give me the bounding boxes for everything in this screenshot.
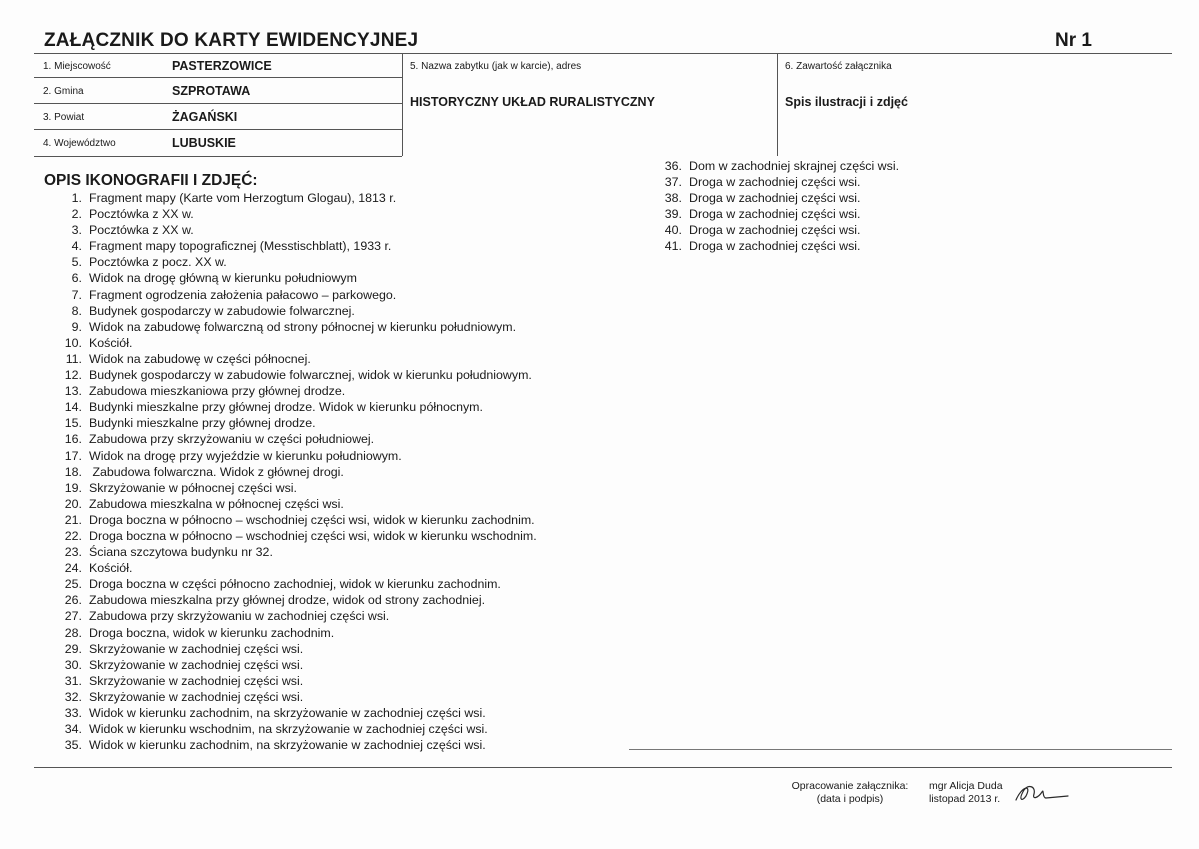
list-item-text: Fragment mapy topograficznej (Messtischblatt), 1933 r. bbox=[89, 239, 392, 254]
list-item bbox=[54, 544, 537, 560]
list-item-text: Droga boczna, widok w kierunku zachodnim. bbox=[89, 625, 335, 640]
list-item-text: Budynki mieszkalne przy głównej drodze. bbox=[89, 416, 316, 431]
list-item bbox=[54, 721, 537, 737]
list-item-number: 15. bbox=[64, 416, 82, 431]
list-item bbox=[54, 367, 537, 383]
field-label: 1. Miejscowość bbox=[43, 61, 111, 72]
field-value: PASTERZOWICE bbox=[172, 59, 272, 73]
field-row-miejscowosc bbox=[34, 53, 402, 78]
list-item-text: Widok na drogę przy wyjeździe w kierunku południowym. bbox=[89, 448, 402, 463]
list-item-text: Droga boczna w części północno zachodniej, widok w kierunku zachodnim. bbox=[89, 577, 501, 592]
header-table bbox=[34, 53, 1172, 156]
list-item-text: Droga w zachodniej części wsi. bbox=[689, 207, 861, 222]
list-item bbox=[54, 206, 537, 222]
footer-author: mgr Alicja Duda bbox=[929, 780, 1003, 792]
list-item bbox=[54, 673, 537, 689]
list-item-text: Widok w kierunku wschodnim, na skrzyżowanie w zachodniej części wsi. bbox=[89, 722, 488, 737]
list-item bbox=[54, 480, 537, 496]
list-item-text: Skrzyżowanie w zachodniej części wsi. bbox=[89, 657, 304, 672]
list-item-text: Ściana szczytowa budynku nr 32. bbox=[89, 545, 273, 560]
list-item bbox=[54, 303, 537, 319]
list-item-number: 5. bbox=[71, 255, 82, 270]
field-value: LUBUSKIE bbox=[172, 136, 236, 150]
list-item-number: 7. bbox=[71, 287, 82, 302]
list-item-text: Kościół. bbox=[89, 335, 133, 350]
list-item-number: 32. bbox=[64, 689, 82, 704]
list-item-number: 28. bbox=[64, 625, 82, 640]
list-item-text: Budynek gospodarczy w zabudowie folwarcznej, widok w kierunku południowym. bbox=[89, 368, 532, 383]
iconography-list-left bbox=[54, 190, 537, 753]
list-item-number: 14. bbox=[64, 400, 82, 415]
list-item-text: Skrzyżowanie w zachodniej części wsi. bbox=[89, 673, 304, 688]
document-title: ZAŁĄCZNIK DO KARTY EWIDENCYJNEJ bbox=[44, 30, 419, 51]
list-item bbox=[54, 335, 537, 351]
list-item bbox=[654, 174, 899, 190]
monument-value: HISTORYCZNY UKŁAD RURALISTYCZNY bbox=[410, 95, 655, 109]
list-item bbox=[54, 351, 537, 367]
field-value: SZPROTAWA bbox=[172, 84, 251, 98]
field-label: 3. Powiat bbox=[43, 112, 85, 123]
list-item-text: Droga w zachodniej części wsi. bbox=[689, 223, 861, 238]
list-item-text: Zabudowa mieszkalna przy głównej drodze, widok od strony zachodniej. bbox=[89, 593, 486, 608]
list-item-number: 21. bbox=[64, 512, 82, 527]
list-item-number: 12. bbox=[64, 368, 82, 383]
list-item-text: Pocztówka z pocz. XX w. bbox=[89, 255, 227, 270]
list-item bbox=[654, 238, 899, 254]
list-item-text: Widok na zabudowę folwarczną od strony północnej w kierunku południowym. bbox=[89, 319, 517, 334]
list-item-text: Pocztówka z XX w. bbox=[89, 207, 194, 222]
list-item-number: 30. bbox=[64, 657, 82, 672]
list-item-text: Budynki mieszkalne przy głównej drodze. Widok w kierunku północnym. bbox=[89, 400, 483, 415]
list-item bbox=[54, 737, 537, 753]
list-item bbox=[654, 190, 899, 206]
list-item-number: 31. bbox=[64, 673, 82, 688]
list-item-number: 41. bbox=[664, 239, 682, 254]
list-item bbox=[54, 222, 537, 238]
field-row-powiat bbox=[34, 104, 402, 129]
list-item bbox=[54, 270, 537, 286]
list-item-number: 10. bbox=[64, 335, 82, 350]
list-item-text: Zabudowa mieszkalna w północnej części wsi. bbox=[89, 496, 344, 511]
list-item-number: 35. bbox=[64, 738, 82, 753]
header-bottom-rule bbox=[34, 156, 402, 157]
header-divider-1 bbox=[402, 53, 403, 156]
list-item-number: 19. bbox=[64, 480, 82, 495]
list-item-number: 13. bbox=[64, 384, 82, 399]
contents-value: Spis ilustracji i zdjęć bbox=[785, 95, 908, 109]
list-item bbox=[654, 222, 899, 238]
list-item-text: Zabudowa przy skrzyżowaniu w części południowej. bbox=[89, 432, 375, 447]
list-item bbox=[54, 448, 537, 464]
list-item-text: Droga w zachodniej części wsi. bbox=[689, 175, 861, 190]
monument-label: 5. Nazwa zabytku (jak w karcie), adres bbox=[410, 61, 582, 72]
list-item bbox=[54, 415, 537, 431]
list-item-number: 37. bbox=[664, 175, 682, 190]
list-item-number: 3. bbox=[71, 223, 82, 238]
list-item-text: Widok w kierunku zachodnim, na skrzyżowanie w zachodniej części wsi. bbox=[89, 738, 486, 753]
document-number: Nr 1 bbox=[1055, 30, 1092, 51]
list-item bbox=[54, 625, 537, 641]
list-item-number: 16. bbox=[64, 432, 82, 447]
list-item-text: Fragment ogrodzenia założenia pałacowo – parkowego. bbox=[89, 287, 397, 302]
list-item-text: Skrzyżowanie w północnej części wsi. bbox=[89, 480, 297, 495]
list-item-number: 8. bbox=[71, 303, 82, 318]
list-item bbox=[54, 512, 537, 528]
footer-label bbox=[780, 780, 920, 806]
bottom-rule bbox=[34, 767, 1172, 768]
footer-label-line2: (data i podpis) bbox=[816, 793, 884, 805]
list-item-text: Pocztówka z XX w. bbox=[89, 223, 194, 238]
list-item-number: 27. bbox=[64, 609, 82, 624]
list-item-text: Dom w zachodniej skrajnej części wsi. bbox=[689, 159, 900, 173]
list-item-text: Widok w kierunku zachodnim, na skrzyżowanie w zachodniej części wsi. bbox=[89, 706, 486, 720]
list-item-text: Droga boczna w północno – wschodniej części wsi, widok w kierunku wschodnim. bbox=[89, 528, 537, 543]
list-item bbox=[54, 383, 537, 399]
list-item bbox=[654, 158, 899, 174]
list-item bbox=[54, 190, 537, 206]
list-item-number: 18. bbox=[64, 464, 82, 479]
list-item-number: 25. bbox=[64, 577, 82, 592]
list-item-number: 22. bbox=[64, 528, 82, 543]
section-title: OPIS IKONOGRAFII I ZDJĘĆ: bbox=[44, 172, 258, 189]
signature-mark bbox=[1012, 778, 1072, 806]
list-item bbox=[54, 319, 537, 335]
field-value: ŻAGAŃSKI bbox=[172, 110, 238, 124]
list-item-number: 23. bbox=[64, 545, 82, 560]
list-item-text: Droga w zachodniej części wsi. bbox=[689, 191, 861, 206]
list-item bbox=[54, 496, 537, 512]
iconography-list-right bbox=[654, 158, 899, 255]
list-item-text: Kościół. bbox=[89, 561, 133, 576]
list-item-text: Widok na zabudowę w części północnej. bbox=[89, 351, 311, 366]
list-item-number: 29. bbox=[64, 641, 82, 656]
list-item bbox=[54, 464, 537, 480]
list-item bbox=[654, 206, 899, 222]
list-item bbox=[54, 608, 537, 624]
contents-label: 6. Zawartość załącznika bbox=[785, 61, 892, 72]
list-item bbox=[54, 560, 537, 576]
list-item-number: 1. bbox=[71, 191, 82, 205]
list-item-number: 40. bbox=[664, 223, 682, 238]
list-item bbox=[54, 238, 537, 254]
header-divider-2 bbox=[777, 53, 778, 156]
list-item bbox=[54, 641, 537, 657]
list-item-number: 20. bbox=[64, 496, 82, 511]
list-item-number: 6. bbox=[71, 271, 82, 286]
field-label: 2. Gmina bbox=[43, 86, 84, 97]
list-item bbox=[54, 657, 537, 673]
footer-value bbox=[929, 780, 1003, 806]
list-item bbox=[54, 705, 537, 721]
footer-label-line1: Opracowanie załącznika: bbox=[791, 780, 909, 792]
list-item bbox=[54, 287, 537, 303]
list-item-text: Skrzyżowanie w zachodniej części wsi. bbox=[89, 641, 304, 656]
list-item-text: Droga w zachodniej części wsi. bbox=[689, 239, 861, 254]
list-item-number: 26. bbox=[64, 593, 82, 608]
list-item bbox=[54, 592, 537, 608]
field-row-gmina bbox=[34, 78, 402, 103]
list-item-text: Budynek gospodarczy w zabudowie folwarcznej. bbox=[89, 303, 355, 318]
list-item-text: Zabudowa przy skrzyżowaniu w zachodniej części wsi. bbox=[89, 609, 390, 624]
list-item-number: 38. bbox=[664, 191, 682, 206]
list-item-number: 36. bbox=[664, 159, 682, 173]
list-item bbox=[54, 399, 537, 415]
list-item-number: 17. bbox=[64, 448, 82, 463]
list-item-number: 39. bbox=[664, 207, 682, 222]
list-item-number: 2. bbox=[71, 207, 82, 222]
list-item-number: 11. bbox=[65, 351, 82, 366]
list-item bbox=[54, 254, 537, 270]
list-item-number: 4. bbox=[71, 239, 82, 254]
list-item bbox=[54, 528, 537, 544]
list-item-text: Skrzyżowanie w zachodniej części wsi. bbox=[89, 689, 304, 704]
list-item-text: Widok na drogę główną w kierunku południowym bbox=[89, 271, 357, 286]
footer-date: listopad 2013 r. bbox=[929, 793, 1001, 805]
field-row-wojewodztwo bbox=[34, 130, 402, 155]
list-item-text: Droga boczna w północno – wschodniej części wsi, widok w kierunku zachodnim. bbox=[89, 512, 535, 527]
list-item-number: 34. bbox=[64, 722, 82, 737]
list-item-number: 9. bbox=[71, 319, 82, 334]
list-item-text: Fragment mapy (Karte vom Herzogtum Glogau), 1813 r. bbox=[89, 191, 397, 205]
list-item-text: Zabudowa mieszkaniowa przy głównej drodze. bbox=[89, 384, 346, 399]
right-column-rule bbox=[629, 749, 1172, 750]
list-item bbox=[54, 689, 537, 705]
field-label: 4. Województwo bbox=[43, 138, 116, 149]
list-item-number: 24. bbox=[64, 561, 82, 576]
list-item bbox=[54, 431, 537, 447]
list-item bbox=[54, 576, 537, 592]
list-item-number: 33. bbox=[64, 706, 82, 720]
list-item-text: Zabudowa folwarczna. Widok z głównej drogi. bbox=[89, 464, 344, 479]
